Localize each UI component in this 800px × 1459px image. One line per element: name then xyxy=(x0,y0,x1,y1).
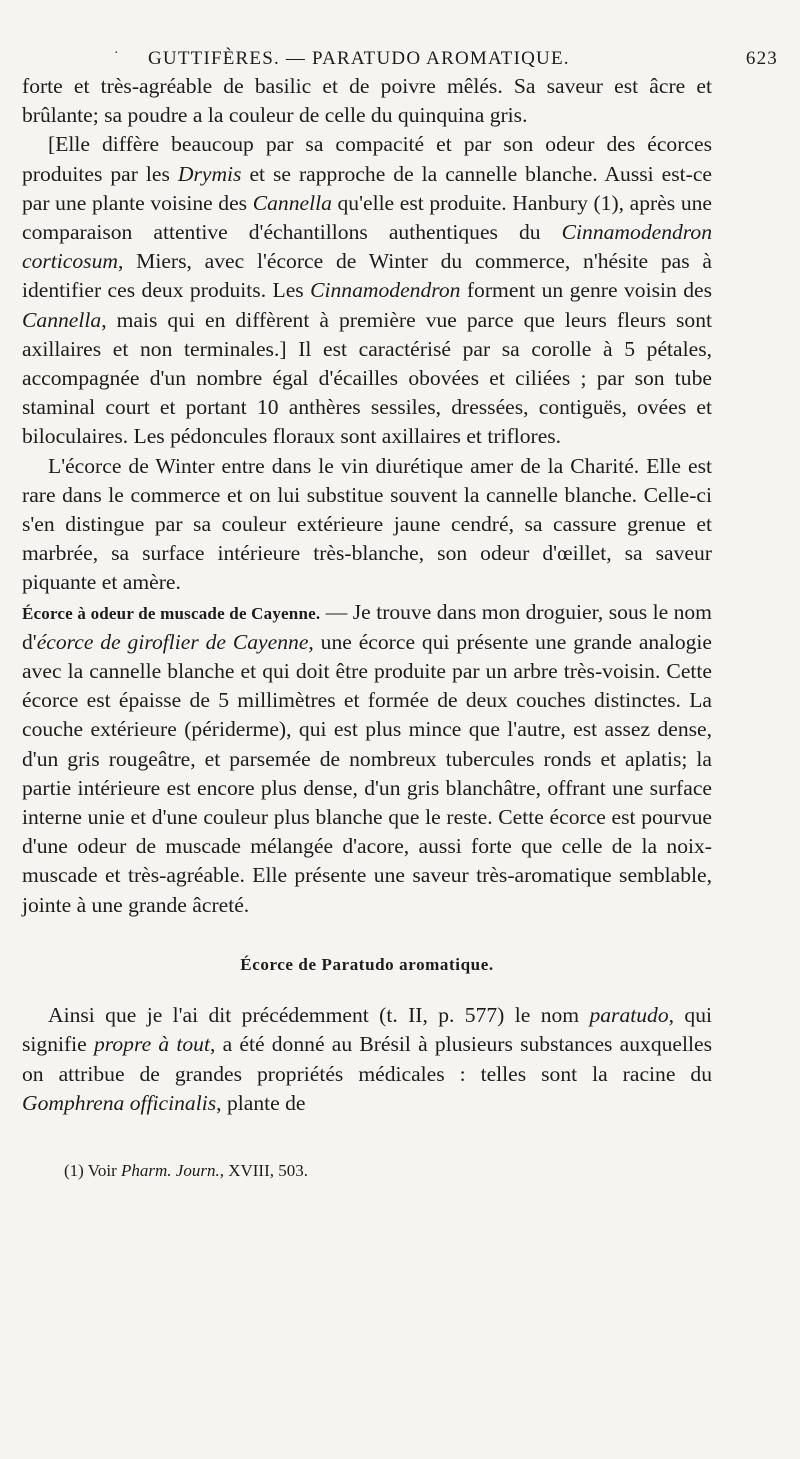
taxon-name: Gomphrena officinalis xyxy=(22,1090,217,1115)
paragraph-2 xyxy=(22,130,712,451)
text-run: Ainsi que je l'ai dit précédemment (t. II, p. 577) le nom xyxy=(48,1003,590,1028)
taxon-name: Cannella xyxy=(22,307,102,332)
taxon-name: Cinnamodendron corticosum xyxy=(22,220,712,274)
footnote xyxy=(22,1156,712,1185)
text-run: , une écorce qui présente une grande analogie avec la cannelle blanche et qui doit être produite par un arbre très-voisin. Cette écorce est épaisse de 5 millimètres et formée de deux couches distinctes. La couche extérieure (périderme), qui est plus mince que l'autre, est assez dense, d'un gris rougeâtre, et parsemée de nombreux tubercules ronds et aplatis; la partie intérieure est encore plus dense, d'un gris blanchâtre, offrant une surface interne unie et d'une couleur plus blanche que le reste. Cette écorce est pourvue d'une odeur de muscade mélangée d'acore, aussi forte que celle de la noix-muscade et très-agréable. Elle présente une saveur très-aromatique semblable, jointe à une grande âcreté. xyxy=(22,629,712,917)
header-dot: · xyxy=(114,46,120,61)
term: propre à tout xyxy=(93,1032,210,1057)
taxon-name: Cinnamodendron xyxy=(310,278,461,303)
taxon-name: Drymis xyxy=(177,161,242,186)
text-run: , Miers, avec l'écorce de Winter du commerce, n'hésite pas à identifier ces deux produits. Les xyxy=(22,249,712,303)
text-run: , a été donné au Brésil à plusieurs substances auxquelles on attribue de grandes propriétés médicales : telles sont la racine du xyxy=(22,1032,712,1086)
section-heading: Écorce de Paratudo aromatique. xyxy=(240,954,494,974)
text-run: qu'elle est produite. Hanbury (1), après une comparaison attentive d'échantillons authentiques du xyxy=(22,190,712,245)
taxon-name: Cannella xyxy=(252,190,332,215)
text-run: , plante de xyxy=(216,1090,306,1115)
text-run: , qui signifie xyxy=(22,1003,712,1057)
text-run: [Elle diffère beaucoup par sa compacité et par son odeur des écorces produites par les xyxy=(22,132,712,186)
journal-title: Pharm. Journ. xyxy=(121,1160,220,1180)
text-run: , mais qui en diffèrent à première vue parce que leurs fleurs sont axillaires et non terminales.] Il est caractérisé par sa corolle à 5 pétales, accompagnée d'un nombre égal d'écailles obovées et ciliées ; par son tube staminal court et portant 10 anthères sessiles, dressées, contiguës, ovées et biloculaires. Les pédoncules floraux sont axillaires et triflores. xyxy=(22,307,712,449)
drug-name: écorce de giroflier de Cayenne xyxy=(36,629,309,654)
text-run: (1) Voir xyxy=(64,1160,121,1180)
text-run: forment un genre voisin des xyxy=(460,278,712,303)
term: paratudo xyxy=(589,1003,669,1028)
main-text xyxy=(22,72,712,1185)
paragraph-5 xyxy=(22,1001,712,1118)
running-head xyxy=(22,42,778,72)
section-heading-inline: Écorce à odeur de muscade de Cayenne. xyxy=(22,603,321,623)
text-run: , XVIII, 503. xyxy=(219,1160,308,1180)
paragraph-3: L'écorce de Winter entre dans le vin diurétique amer de la Charité. Elle est rare dans le commerce et on lui substitue souvent la cannelle blanche. Celle-ci s'en distingue par sa couleur extérieure jaune cendré, sa cassure grenue et marbrée, sa surface intérieure très-blanche, son odeur d'œillet, sa saveur piquante et amère. xyxy=(22,453,712,595)
paragraph-1: forte et très-agréable de basilic et de poivre mêlés. Sa saveur est âcre et brûlante; sa poudre a la couleur de celle du quinquina gris. xyxy=(22,74,712,128)
running-title: GUTTIFÈRES. — PARATUDO AROMATIQUE. xyxy=(148,48,570,69)
page-number: 623 xyxy=(745,48,778,69)
paragraph-4 xyxy=(22,598,712,920)
text-run: — Je trouve dans mon droguier, sous le nom d' xyxy=(22,599,712,654)
text-run: et se rapproche de la cannelle blanche. Aussi est-ce par une plante voisine des xyxy=(22,161,712,215)
